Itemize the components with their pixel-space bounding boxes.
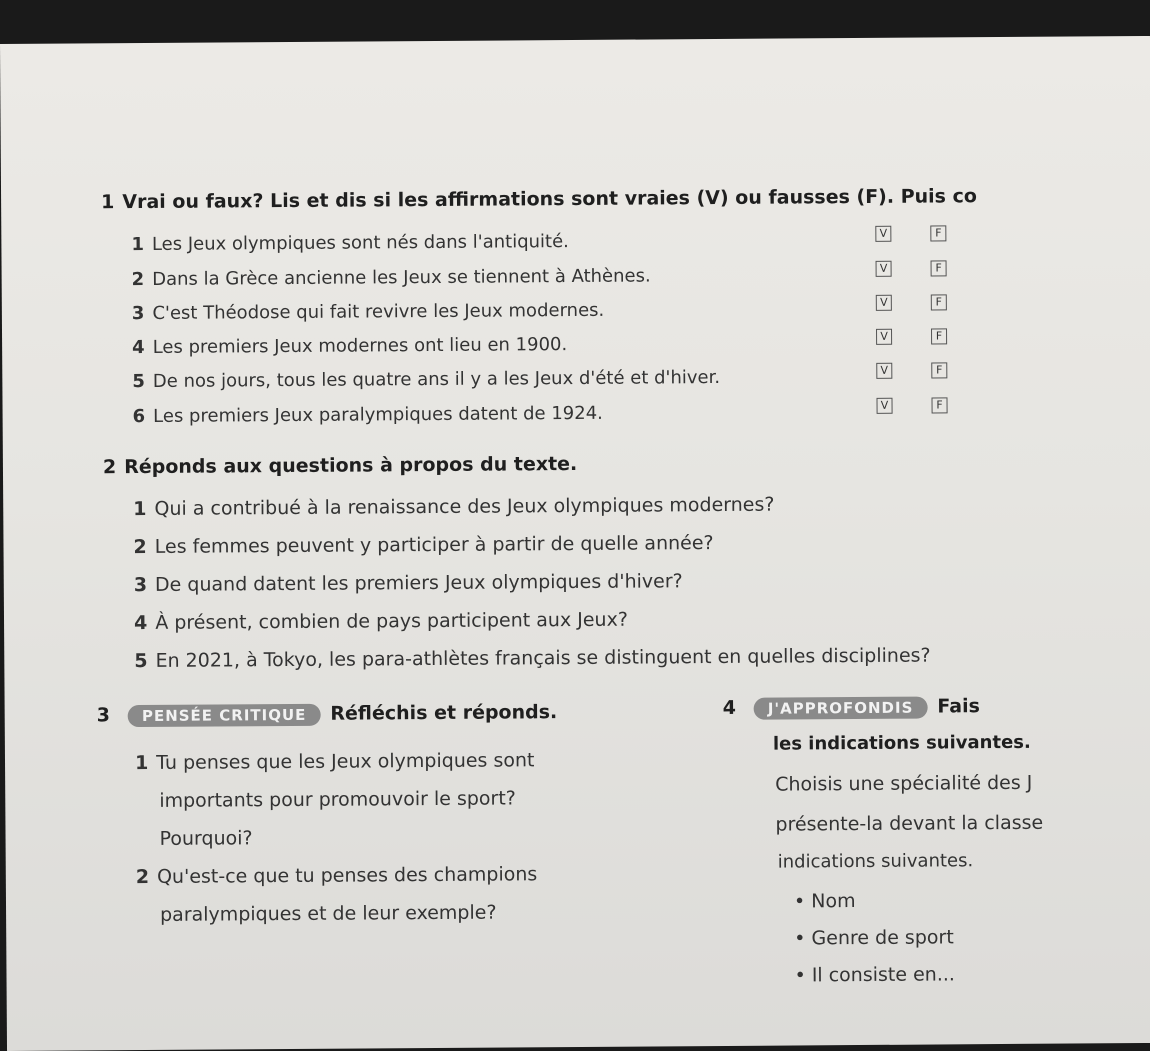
ex1-item-6	[133, 403, 603, 427]
item-text: Les premiers Jeux modernes ont lieu en 1900.	[152, 334, 568, 358]
ex2-question-4	[134, 609, 628, 634]
exercise-2-instruction: Réponds aux questions à propos du texte.	[124, 452, 578, 479]
item-text: À présent, combien de pays participent aux Jeux?	[155, 608, 628, 634]
ex3-question-1-line-3: Pourquoi?	[159, 827, 253, 850]
exercise-4-title	[723, 695, 980, 720]
ex4-bullet-3	[794, 963, 955, 986]
true-checkbox-1[interactable]: V	[875, 226, 891, 242]
false-checkbox-6[interactable]: F	[931, 397, 947, 413]
item-text: Dans la Grèce ancienne les Jeux se tiennent à Athènes.	[152, 265, 651, 290]
item-number: 2	[131, 268, 145, 291]
exercise-1-number: 1	[101, 191, 115, 214]
item-number: 1	[133, 497, 147, 521]
item-text: Les femmes peuvent y participer à partir de quelle année?	[154, 532, 714, 558]
item-text: De quand datent les premiers Jeux olympiques d'hiver?	[154, 570, 683, 596]
ex4-bullet-1	[794, 890, 856, 912]
exercise-3-title	[97, 701, 558, 727]
item-number: 1	[131, 234, 145, 256]
bullet-icon: •	[794, 964, 812, 987]
item-text: En 2021, à Tokyo, les para-athlètes français se distinguent en quelles disciplines?	[155, 644, 931, 672]
bullet-icon: •	[793, 890, 812, 913]
ex1-item-2	[132, 265, 651, 290]
ex1-item-5	[132, 367, 720, 392]
ex1-item-1	[131, 231, 569, 255]
exercise-4-number: 4	[722, 696, 736, 719]
true-checkbox-6[interactable]: V	[876, 398, 892, 414]
item-number: 2	[135, 865, 150, 889]
exercise-4-instruction: Fais	[937, 695, 980, 718]
japprofondis-badge: J'APPROFONDIS	[754, 697, 928, 720]
exercise-3-instruction: Réfléchis et réponds.	[330, 701, 558, 725]
true-checkbox-5[interactable]: V	[876, 363, 892, 379]
pensee-critique-badge: PENSÉE CRITIQUE	[128, 704, 321, 727]
ex1-item-4	[132, 334, 567, 358]
item-text: Les premiers Jeux paralympiques datent de 1924.	[153, 402, 603, 427]
item-text: Tu penses que les Jeux olympiques sont	[156, 749, 535, 774]
ex2-question-1	[133, 494, 774, 520]
false-checkbox-1[interactable]: F	[930, 225, 946, 241]
item-text: Qu'est-ce que tu penses des champions	[156, 863, 538, 888]
ex3-question-1-line-2: importants pour promouvoir le sport?	[159, 787, 516, 812]
item-number: 4	[132, 336, 145, 359]
ex1-item-3	[132, 300, 604, 324]
item-number: 1	[134, 751, 149, 775]
bullet-text: Genre de sport	[811, 926, 954, 950]
false-checkbox-4[interactable]: F	[931, 328, 947, 344]
false-checkbox-3[interactable]: F	[931, 294, 947, 310]
item-number: 2	[133, 535, 147, 559]
bullet-text: Il consiste en...	[811, 963, 955, 987]
exercise-1-instruction: Vrai ou faux? Lis et dis si les affirmations sont vraies (V) ou fausses (F). Puis co	[122, 185, 977, 214]
worksheet-page	[0, 36, 1150, 1051]
item-text: Les Jeux olympiques sont nés dans l'antiquité.	[151, 231, 569, 255]
item-text: Qui a contribué à la renaissance des Jeux olympiques modernes?	[154, 493, 775, 520]
true-checkbox-3[interactable]: V	[876, 295, 892, 311]
ex4-line-1: les indications suivantes.	[772, 731, 1031, 755]
item-number: 3	[131, 302, 145, 325]
item-number: 4	[133, 611, 148, 635]
item-text: De nos jours, tous les quatre ans il y a les Jeux d'été et d'hiver.	[152, 366, 721, 392]
ex4-line-4: indications suivantes.	[777, 850, 974, 873]
ex2-question-5	[134, 645, 930, 673]
ex4-line-3: présente-la devant la classe	[775, 811, 1044, 836]
item-text: C'est Théodose qui fait revivre les Jeux modernes.	[152, 299, 605, 324]
ex2-question-3	[134, 570, 683, 596]
exercise-2-number: 2	[102, 456, 117, 479]
bullet-text: Nom	[811, 890, 856, 913]
ex2-question-2	[133, 532, 713, 558]
false-checkbox-2[interactable]: F	[931, 260, 947, 276]
exercise-2-title	[103, 453, 577, 478]
true-checkbox-2[interactable]: V	[876, 261, 892, 277]
ex4-line-2: Choisis une spécialité des J	[775, 771, 1033, 796]
false-checkbox-5[interactable]: F	[931, 362, 947, 378]
ex3-question-2-line-1	[136, 863, 538, 888]
ex3-question-2-line-2: paralympiques et de leur exemple?	[160, 901, 497, 926]
exercise-3-number: 3	[96, 704, 111, 727]
ex3-question-1-line-1	[135, 749, 535, 774]
exercise-1-title	[101, 185, 977, 213]
true-checkbox-4[interactable]: V	[876, 329, 892, 345]
item-number: 6	[132, 405, 146, 428]
ex4-bullet-2	[794, 926, 954, 949]
item-number: 5	[132, 370, 145, 393]
item-number: 5	[134, 649, 148, 673]
bullet-icon: •	[794, 927, 812, 950]
item-number: 3	[133, 573, 148, 597]
